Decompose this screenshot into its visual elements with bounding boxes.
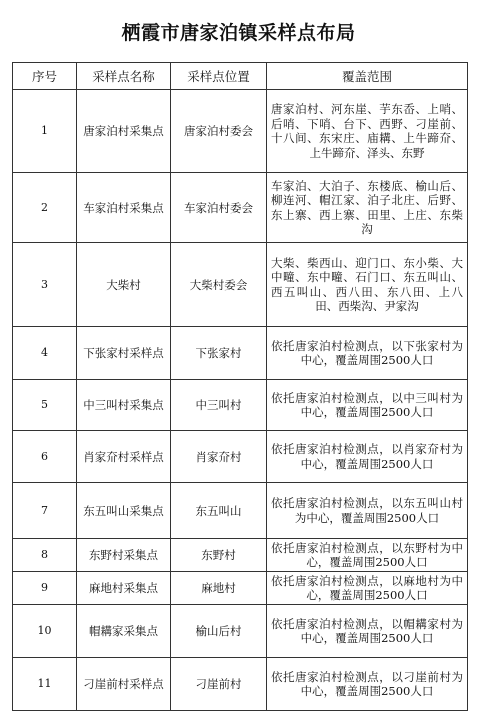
sampling-points-table	[12, 62, 468, 711]
row-index: 7	[13, 483, 77, 539]
table-row	[13, 173, 468, 243]
row-point-location: 大柴村委会	[171, 243, 267, 327]
row-point-location: 麻地村	[171, 572, 267, 605]
row-index: 10	[13, 605, 77, 658]
row-point-name: 大柴村	[77, 243, 171, 327]
row-index: 9	[13, 572, 77, 605]
row-point-location: 车家泊村委会	[171, 173, 267, 243]
row-point-location: 下张家村	[171, 327, 267, 380]
row-point-name: 刁崖前村采样点	[77, 658, 171, 711]
row-point-location: 刁崖前村	[171, 658, 267, 711]
row-point-name: 帽耩家采集点	[77, 605, 171, 658]
table-row	[13, 431, 468, 483]
row-coverage: 依托唐家泊村检测点，以刁崖前村为中心，覆盖周围2500人口	[267, 658, 468, 711]
row-point-name: 车家泊村采集点	[77, 173, 171, 243]
table-row	[13, 572, 468, 605]
row-coverage: 大柴、柴西山、迎门口、东小柴、大中疃、东中疃、石门口、东五叫山、西五叫山、西八田、东八田、上八田、西柴沟、尹家沟	[267, 243, 468, 327]
row-coverage: 唐家泊村、河东崖、芋东岙、上哨、后哨、下哨、台下、西野、刁崖前、十八间、东宋庄、庙耩、上牛蹄夼、上牛蹄夼、泽头、东野	[267, 90, 468, 173]
row-point-location: 肖家夼村	[171, 431, 267, 483]
row-point-name: 东五叫山采集点	[77, 483, 171, 539]
row-point-name: 下张家村采样点	[77, 327, 171, 380]
row-index: 11	[13, 658, 77, 711]
table-row	[13, 380, 468, 431]
table-row	[13, 243, 468, 327]
header-coverage: 覆盖范围	[267, 63, 468, 90]
row-point-name: 东野村采集点	[77, 539, 171, 572]
row-index: 4	[13, 327, 77, 380]
table-row	[13, 658, 468, 711]
table-row	[13, 605, 468, 658]
row-index: 3	[13, 243, 77, 327]
row-index: 5	[13, 380, 77, 431]
table-row	[13, 327, 468, 380]
row-index: 6	[13, 431, 77, 483]
table-row	[13, 483, 468, 539]
row-point-location: 东五叫山	[171, 483, 267, 539]
row-coverage: 依托唐家泊村检测点，以东五叫山村为中心，覆盖周围2500人口	[267, 483, 468, 539]
row-coverage: 依托唐家泊村检测点，以肖家夼村为中心，覆盖周围2500人口	[267, 431, 468, 483]
row-coverage: 车家泊、大泊子、东楼底、榆山后、柳连河、帽江家、泊子北庄、后野、东上寨、西上寨、田里、上庄、东柴沟	[267, 173, 468, 243]
header-point-name: 采样点名称	[77, 63, 171, 90]
row-point-name: 唐家泊村采集点	[77, 90, 171, 173]
row-point-location: 榆山后村	[171, 605, 267, 658]
table-header-row	[13, 63, 468, 90]
row-point-name: 肖家夼村采样点	[77, 431, 171, 483]
row-coverage: 依托唐家泊村检测点，以东野村为中心，覆盖周围2500人口	[267, 539, 468, 572]
header-index: 序号	[13, 63, 77, 90]
row-coverage: 依托唐家泊村检测点，以中三叫村为中心，覆盖周围2500人口	[267, 380, 468, 431]
row-coverage: 依托唐家泊村检测点，以下张家村为中心，覆盖周围2500人口	[267, 327, 468, 380]
row-point-name: 麻地村采集点	[77, 572, 171, 605]
table-row	[13, 539, 468, 572]
header-point-location: 采样点位置	[171, 63, 267, 90]
table-row	[13, 90, 468, 173]
row-point-location: 东野村	[171, 539, 267, 572]
row-coverage: 依托唐家泊村检测点，以麻地村为中心，覆盖周围2500人口	[267, 572, 468, 605]
row-index: 1	[13, 90, 77, 173]
row-coverage: 依托唐家泊村检测点，以帽耩家村为中心，覆盖周围2500人口	[267, 605, 468, 658]
page-title: 栖霞市唐家泊镇采样点布局	[121, 22, 356, 44]
row-point-name: 中三叫村采集点	[77, 380, 171, 431]
row-point-location: 中三叫村	[171, 380, 267, 431]
row-point-location: 唐家泊村委会	[171, 90, 267, 173]
row-index: 8	[13, 539, 77, 572]
row-index: 2	[13, 173, 77, 243]
